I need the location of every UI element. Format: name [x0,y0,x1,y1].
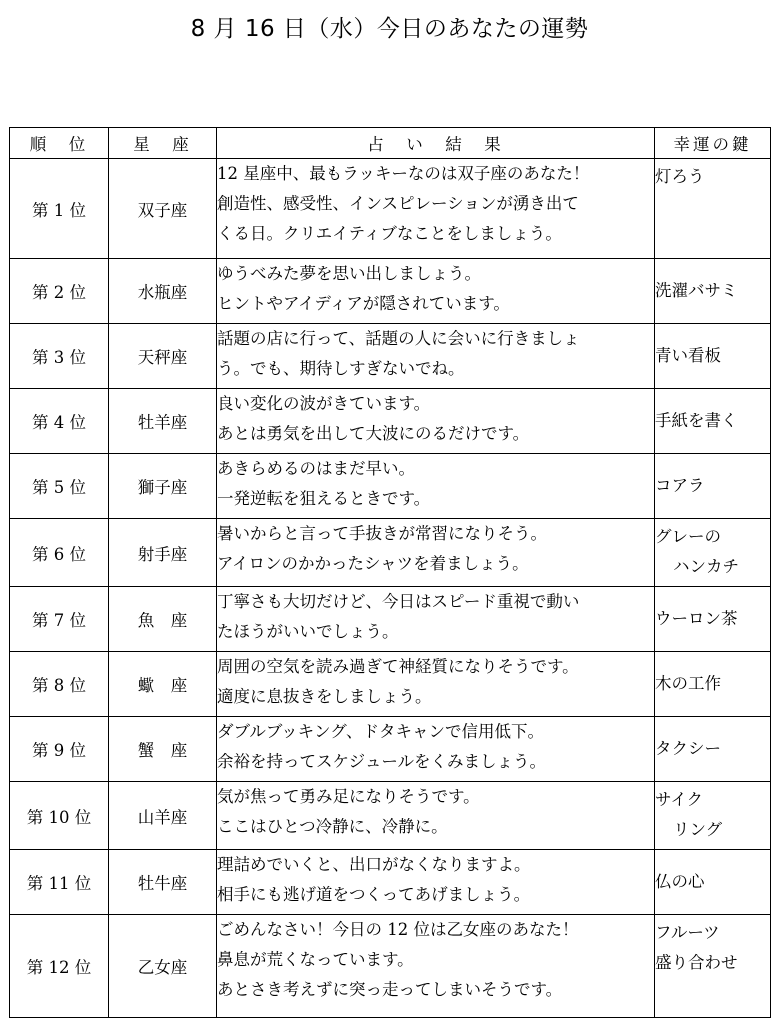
header-key: 幸運の鍵 [655,128,771,159]
key-cell [655,454,771,519]
rank-cell: 第 11 位 [10,850,109,915]
result-line: 12 星座中、最もラッキーなのは双子座のあなた！ [217,164,590,183]
rank-cell: 第 5 位 [10,454,109,519]
result-line: 暑いからと言って手抜きが常習になりそう。 [217,524,547,543]
sign-cell: 獅子座 [109,454,217,519]
result-line: アイロンのかかったシャツを着ましょう。 [217,554,529,573]
result-line: 話題の店に行って、話題の人に会いに行きましょ [217,329,580,348]
sign-cell: 山羊座 [109,782,217,850]
table-row [10,652,771,717]
rank-cell: 第 4 位 [10,389,109,454]
key-line: フルーツ [655,923,720,942]
key-line: リング [673,820,723,839]
sign-cell: 蟹 座 [109,717,217,782]
rank-cell: 第 7 位 [10,587,109,652]
header-result: 占 い 結 果 [217,128,655,159]
result-line: ゆうべみた夢を思い出しましょう。 [217,264,481,283]
result-line: 余裕を持ってスケジュールをくみましょう。 [217,752,547,771]
result-line: う。でも、期待しすぎないでね。 [217,359,465,378]
key-cell [655,519,771,587]
sign-cell: 魚 座 [109,587,217,652]
rank-cell: 第 10 位 [10,782,109,850]
result-line: 気が焦って勇み足になりそうです。 [217,787,480,806]
sign-cell: 乙女座 [109,915,217,1018]
key-line: 青い看板 [655,346,721,365]
table-row [10,850,771,915]
sign-cell: 牡羊座 [109,389,217,454]
table-row [10,159,771,259]
result-line: ここはひとつ冷静に、冷静に。 [217,817,448,836]
key-cell [655,389,771,454]
result-line: 適度に息抜きをしましょう。 [217,687,432,706]
rank-cell: 第 2 位 [10,259,109,324]
key-line: コアラ [655,476,705,495]
key-line: 灯ろう [655,167,705,186]
result-cell [217,519,655,587]
key-cell [655,915,771,1018]
result-line: 理詰めでいくと、出口がなくなりますよ。 [217,855,531,874]
table-row [10,324,771,389]
result-cell [217,259,655,324]
result-line: ごめんなさい！今日の 12 位は乙女座のあなた！ [217,920,579,939]
key-line: 木の工作 [655,674,721,693]
key-cell [655,717,771,782]
result-cell [217,587,655,652]
fortune-table [9,127,771,1018]
table-row [10,717,771,782]
result-line: あとさき考えずに突っ走ってしまいそうです。 [217,980,563,999]
table-row [10,782,771,850]
rank-cell: 第 1 位 [10,159,109,259]
table-row [10,587,771,652]
key-line: 仏の心 [655,872,705,891]
rank-cell: 第 9 位 [10,717,109,782]
result-line: たほうがいいでしょう。 [217,622,399,641]
table-row [10,259,771,324]
result-line: くる日。クリエイティブなことをしましょう。 [217,224,562,243]
header-row [10,128,771,159]
rank-cell: 第 6 位 [10,519,109,587]
key-cell [655,324,771,389]
sign-cell: 双子座 [109,159,217,259]
page-title: 8 月 16 日（水）今日のあなたの運勢 [190,16,589,42]
result-line: 相手にも逃げ道をつくってあげましょう。 [217,885,531,904]
result-line: ヒントやアイディアが隠されています。 [217,294,510,313]
result-line: 一発逆転を狙えるときです。 [217,489,431,508]
result-cell [217,324,655,389]
result-line: あとは勇気を出して大波にのるだけです。 [217,424,530,443]
key-cell [655,259,771,324]
key-cell [655,587,771,652]
result-cell [217,159,655,259]
key-line: 手紙を書く [655,411,738,430]
table-row [10,519,771,587]
rank-cell: 第 3 位 [10,324,109,389]
sign-cell: 蠍 座 [109,652,217,717]
result-cell [217,717,655,782]
table-row [10,389,771,454]
key-line: ウーロン茶 [655,609,738,628]
key-cell [655,782,771,850]
key-cell [655,850,771,915]
result-line: 良い変化の波がきています。 [217,394,431,413]
result-cell [217,389,655,454]
header-sign: 星 座 [109,128,217,159]
rank-cell: 第 12 位 [10,915,109,1018]
result-line: 鼻息が荒くなっています。 [217,950,414,969]
table-row [10,454,771,519]
key-line: 盛り合わせ [655,953,738,972]
key-line: ハンカチ [673,557,739,576]
result-cell [217,915,655,1018]
key-cell [655,652,771,717]
sign-cell: 天秤座 [109,324,217,389]
key-line: タクシー [655,739,721,758]
result-line: 周囲の空気を読み過ぎて神経質になりそうです。 [217,657,579,676]
result-cell [217,652,655,717]
result-cell [217,782,655,850]
rank-cell: 第 8 位 [10,652,109,717]
key-line: グレーの [655,527,721,546]
result-line: あきらめるのはまだ早い。 [217,459,415,478]
key-line: 洗濯バサミ [655,281,738,300]
table-row [10,915,771,1018]
key-cell [655,159,771,259]
sign-cell: 水瓶座 [109,259,217,324]
result-cell [217,454,655,519]
result-cell [217,850,655,915]
result-line: ダブルブッキング、ドタキャンで信用低下。 [217,722,545,741]
result-line: 創造性、感受性、インスピレーションが湧き出て [217,194,579,213]
header-rank: 順 位 [10,128,109,159]
result-line: 丁寧さも大切だけど、今日はスピード重視で動い [217,592,580,611]
sign-cell: 牡牛座 [109,850,217,915]
sign-cell: 射手座 [109,519,217,587]
key-line: サイク [655,790,704,809]
